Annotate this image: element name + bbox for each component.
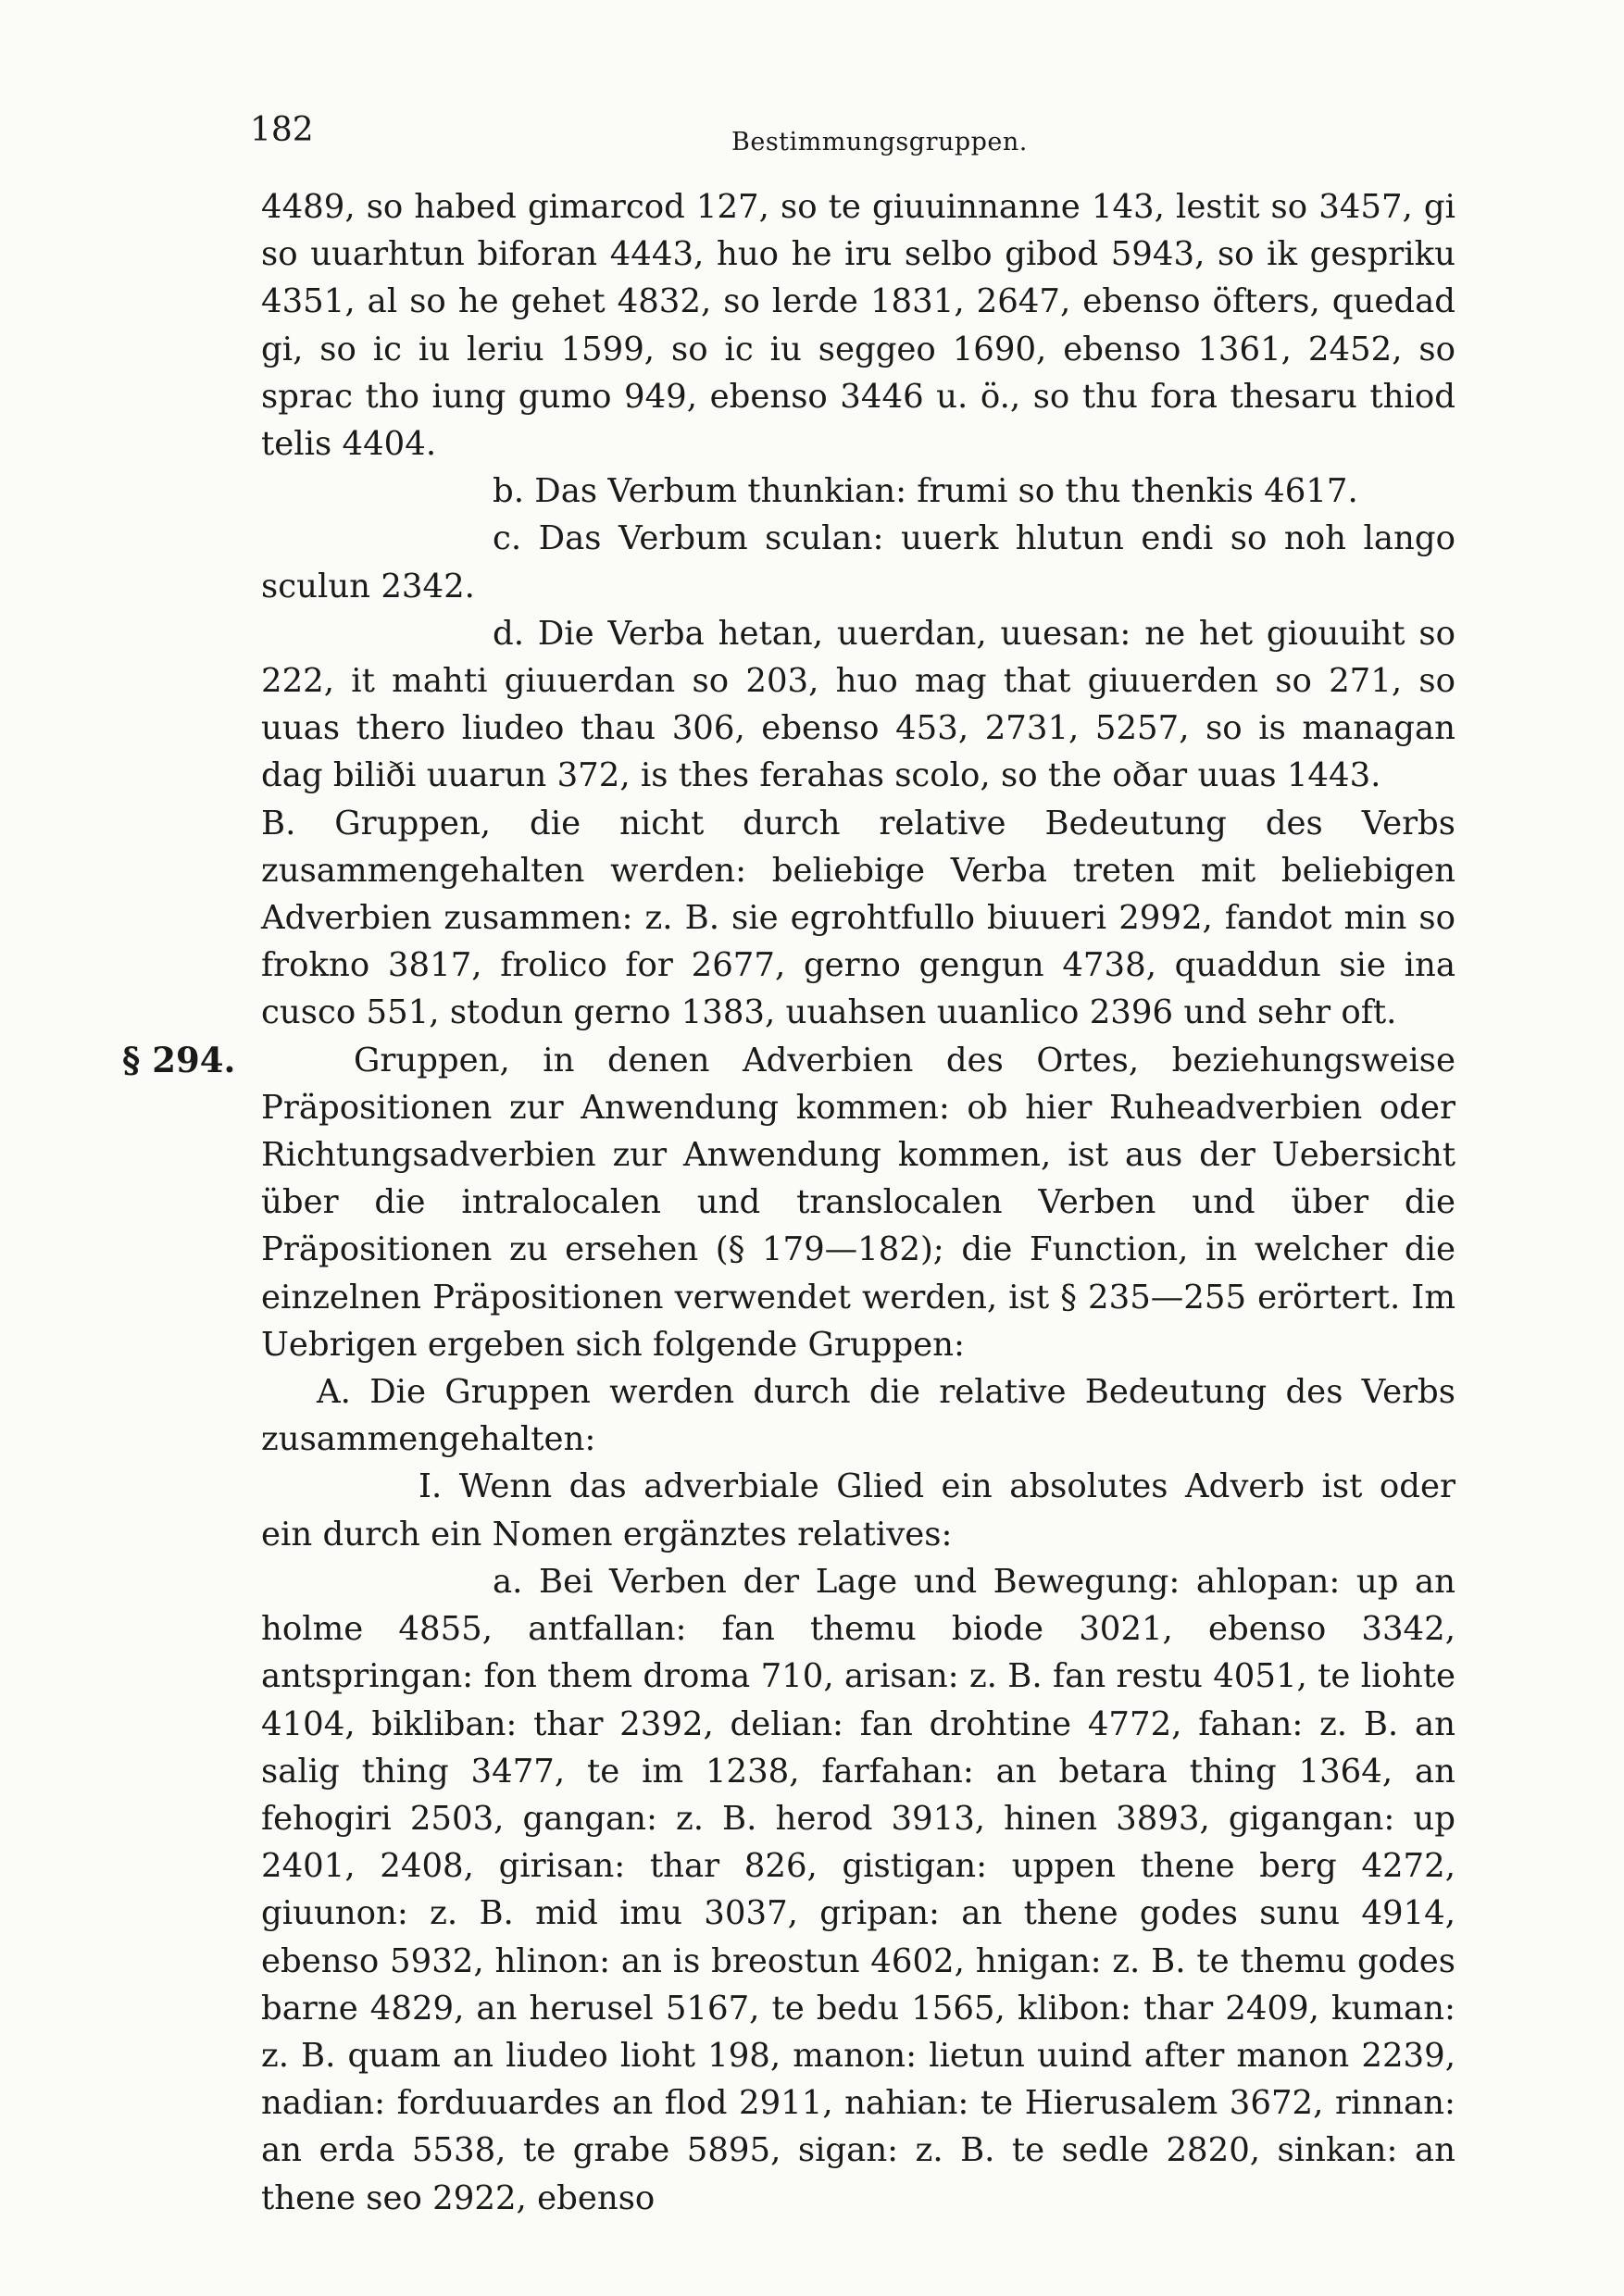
body-text xyxy=(122,183,1455,2222)
running-head: Bestimmungsgruppen. xyxy=(731,128,1028,156)
paragraph-continued: 4489, so habed gimarcod 127, so te giuuinnanne 143, lestit so 3457, gi so uuarhtun biforan 4443, huo he iru selbo gibod 5943, so ik gespriku 4351, al so he gehet 4832, so lerde 1831, 2647, ebenso öfters, quedad gi, so ic iu leriu 1599, so ic iu seggeo 1690, ebenso 1361, 2452, so sprac tho iung gumo 949, ebenso 3446 u. ö., so thu fora thesaru thiod telis 4404. xyxy=(261,188,1455,464)
paragraph-b: b. Das Verbum thunkian: frumi so thu thenkis 4617. xyxy=(493,472,1358,511)
paragraph-d: d. Die Verba hetan, uuerdan, uuesan: ne het giouuiht so 222, it mahti giuuerdan so 203, huo mag that giuuerden so 271, so uuas thero liudeo thau 306, ebenso 453, 2731, 5257, so is managan dag biliði uuarun 372, is thes ferahas scolo, so the oðar uuas 1443. xyxy=(261,614,1455,795)
section-294-text: Gruppen, in denen Adverbien des Ortes, beziehungsweise Präpositionen zur Anwendung kommen: ob hier Ruheadverbien oder Richtungsadverbien zur Anwendung kommen, ist aus der Uebersicht über die intralocalen und translocalen Verben und über die Präpositionen zu ersehen (§ 179—182); die Function, in welcher die einzelnen Präpositionen verwendet werden, ist § 235—255 erörtert. Im Uebrigen ergeben sich folgende Gruppen: xyxy=(261,1041,1455,1364)
paragraph-a: a. Bei Verben der Lage und Bewegung: ahlopan: up an holme 4855, antfallan: fan themu biode 3021, ebenso 3342, antspringan: fon them droma 710, arisan: z. B. fan restu 4051, te liohte 4104, bikliban: thar 2392, delian: fan drohtine 4772, fahan: z. B. an salig thing 3477, te im 1238, farfahan: an betara thing 1364, an fehogiri 2503, gangan: z. B. herod 3913, hinen 3893, gigangan: up 2401, 2408, girisan: thar 826, gistigan: uppen thene berg 4272, giuunon: z. B. mid imu 3037, gripan: an thene godes sunu 4914, ebenso 5932, hlinon: an is breostun 4602, hnigan: z. B. te themu godes barne 4829, an herusel 5167, te bedu 1565, klibon: thar 2409, kuman: z. B. quam an liudeo lioht 198, manon: lietun uuind after manon 2239, nadian: forduuardes an flod 2911, nahian: te Hierusalem 3672, rinnan: an erda 5538, te grabe 5895, sigan: z. B. te sedle 2820, sinkan: an thene seo 2922, ebenso xyxy=(261,1562,1455,2217)
page-number: 182 xyxy=(250,111,314,149)
page-header xyxy=(250,102,1380,157)
paragraph-B: B. Gruppen, die nicht durch relative Bedeutung des Verbs zusammengehalten werden: beliebige Verba treten mit beliebigen Adverbien zusammen: z. B. sie egrohtfullo biuueri 2992, fandot min so frokno 3817, frolico for 2677, gerno gengun 4738, quaddun sie ina cusco 551, stodun gerno 1383, uuahsen uuanlico 2396 und sehr oft. xyxy=(261,804,1455,1032)
section-294 xyxy=(122,1037,1455,1368)
paragraph-I: I. Wenn das adverbiale Glied ein absolutes Adverb ist oder ein durch ein Nomen ergänztes relatives: xyxy=(261,1467,1455,1554)
paragraph-c: c. Das Verbum sculan: uuerk hlutun endi so noh lango sculun 2342. xyxy=(261,519,1455,605)
section-mark: § 294. xyxy=(122,1039,236,1080)
paragraph-A: A. Die Gruppen werden durch die relative Bedeutung des Verbs zusammengehalten: xyxy=(261,1373,1455,1459)
